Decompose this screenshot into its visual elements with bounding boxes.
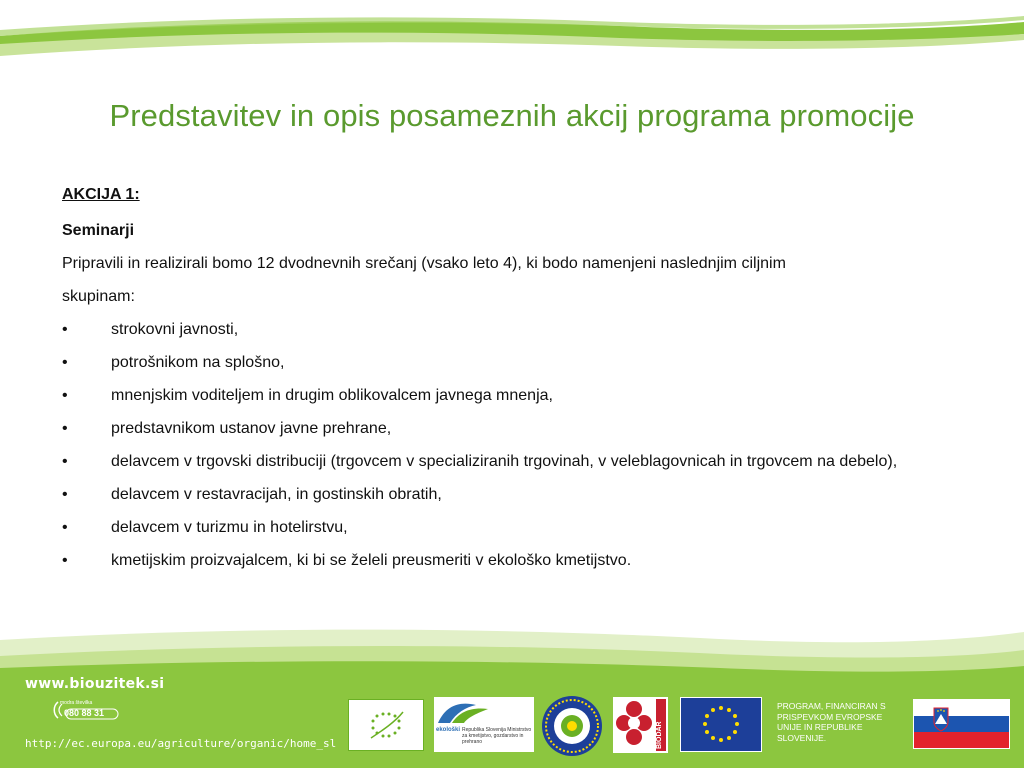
list-item: • predstavnikom ustanov javne prehrane,: [62, 412, 982, 445]
ekoloski-logo: [434, 697, 534, 752]
phone-number: 080 88 31: [64, 708, 105, 718]
list-item: • delavcem v trgovski distribuciji (trgovcem v specializiranih trgovinah, v veleblagovnicah in trgovcem na debelo),: [62, 445, 982, 478]
list-item: • strokovni javnosti,: [62, 313, 982, 346]
ekoloski-swoosh-icon: [436, 699, 496, 727]
eu-leaf-icon: [349, 700, 423, 750]
intro-line-1: Pripravili in realizirali bomo 12 dvodnevnih srečanj (vsako leto 4), ki bodo namenjeni naslednjim ciljnim: [62, 255, 786, 272]
slide-title: Predstavitev in opis posameznih akcij programa promocije: [109, 98, 915, 133]
slovenia-flag-icon: [914, 700, 1009, 748]
action-subtitle: Seminarji: [62, 222, 135, 239]
biodar-label: BIODAR: [656, 721, 663, 749]
organic-seal-icon: [541, 695, 603, 757]
slide-body: [62, 185, 982, 577]
ekoloski-ministry-text: Republika Slovenija Ministrstvo za kmetijstvo, gozdarstvo in prehrano: [462, 727, 532, 745]
phone-label: modra številka: [60, 700, 93, 706]
ekoloski-label: ekološki: [436, 727, 461, 733]
list-item: • kmetijskim proizvajalcem, ki bi se želeli preusmeriti v ekološko kmetijstvo.: [62, 544, 982, 577]
list-item: • delavcem v turizmu in hotelirstvu,: [62, 511, 982, 544]
list-item: • mnenjskim voditeljem in drugim oblikovalcem javnega mnenja,: [62, 379, 982, 412]
header-swoosh: [0, 0, 1024, 70]
eu-organic-logo: [348, 699, 424, 751]
biodar-flower-icon: [613, 697, 668, 753]
eu-organic-url[interactable]: http://ec.europa.eu/agriculture/organic/home_sl: [25, 737, 337, 750]
funding-statement: PROGRAM, FINANCIRAN S PRISPEVKOM EVROPSKE UNIJE IN REPUBLIKE SLOVENIJE.: [777, 701, 886, 743]
website-link[interactable]: www.biouzitek.si: [25, 676, 165, 692]
list-item: • potrošnikom na splošno,: [62, 346, 982, 379]
intro-line-2: skupinam:: [62, 288, 135, 305]
eu-flag: [680, 697, 762, 752]
biodar-logo: [613, 697, 668, 753]
slovenia-flag: [913, 699, 1010, 749]
target-groups-list: [62, 313, 982, 577]
eu-stars-icon: [681, 698, 761, 751]
list-item: • delavcem v restavracijah, in gostinskih obratih,: [62, 478, 982, 511]
intro-text: [62, 247, 982, 313]
action-heading: AKCIJA 1:: [62, 186, 140, 203]
